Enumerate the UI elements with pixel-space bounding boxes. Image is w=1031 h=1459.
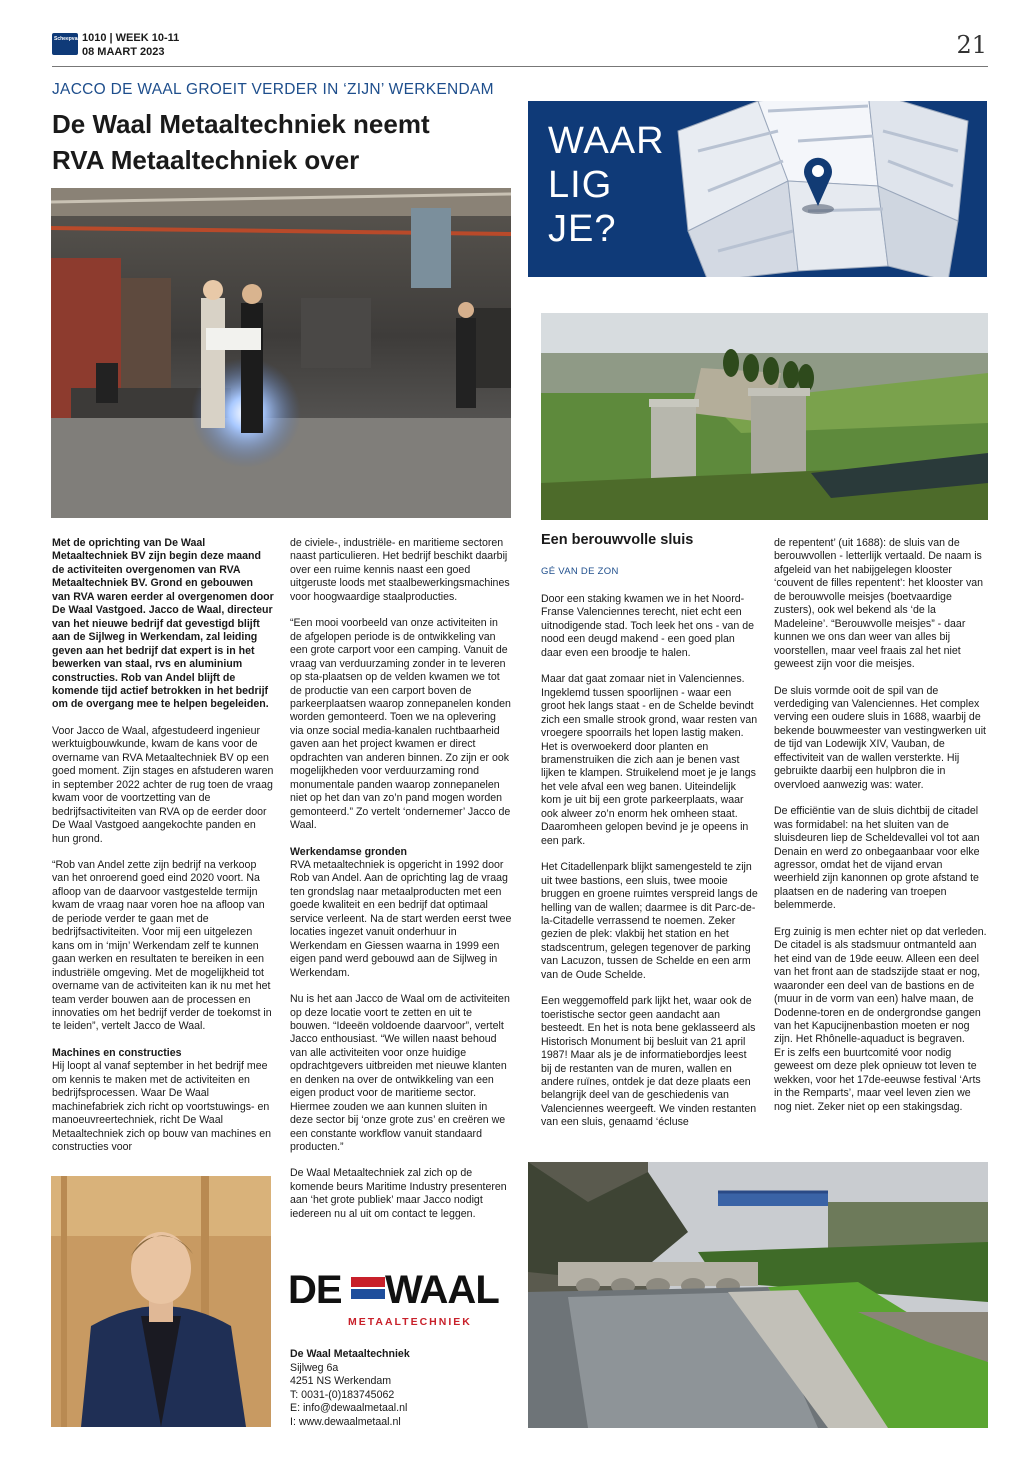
rubric-banner [528,101,987,277]
paragraph: Maar dat gaat zomaar niet in Valenciennes. Ingeklemd tussen spoorlijnen - waar een groot hek langs staat - en de Schelde bevindt zich een smalle strook grond, waar resten van vroegere spoorrails het lopen lastig maken. Het is overwoekerd door planten en bramenstruiken die zich aan je benen vast lijken te klampen. Struikelend moet je je langs het vele afval een weg banen. Uiteindelijk kom je uit bij een grote parkeerplaats, waar ook alweer zo’n enorm hek omheen staat. Daaromheen gelopen bevind je je opeens in een park. [541,673,758,847]
paragraph: Het Citadellenpark blijkt samengesteld te zijn uit twee bastions, een sluis, twee mooie bruggen en groene ruimtes verspreid langs de helling van de wallen; daarmee is dit Parc-de-la-Citadelle verrassend te noemen. Zeker gezien de plek: vlakbij het station en het stadscentrum, gelegen tegenover de parking van Lacuzon, tussen de Schelde en een arm van de Oude Schelde. [541,861,758,981]
logo-subtitle: METAALTECHNIEK [348,1316,472,1328]
headline-line-1: De Waal Metaaltechniek neemt [52,109,430,139]
citadel-park-photo [541,313,988,520]
logo-de: DE [288,1268,342,1312]
paragraph: Nu is het aan Jacco de Waal om de activiteiten op deze locatie voort te zetten en uit te bouwen. “Ideeën voldoende daarvoor”, vertelt Jacco enthousiast. “We willen naast behoud van alle activiteiten voor onze huidige opdrachtgevers uitbreiden met nieuwe klanten en denken na over de ontwikkeling van een eigen product voor de maritieme sector. Hiermee zouden we aan kunnen sluiten in deze sector bij ‘onze grote zus’ en creëren we een constante workflow vanuit standaard producten.” [290,993,510,1154]
folded-map-icon [668,101,987,277]
logo-waal: WAAL [385,1268,499,1312]
company-phone: T: 0031-(0)183745062 [290,1388,395,1401]
lead-paragraph: Met de oprichting van De Waal Metaaltechniek BV zijn begin deze maand de activiteiten overgenomen van RVA Metaaltechniek BV. Grond en gebouwen van RVA waren eerder al overgenomen door De Waal Vastgoed. Jacco de Waal, directeur van het nieuwe bedrijf dat gevestigd blijft aan de Sijlweg in Werkendam, zal leiding geven aan het bedrijf dat expert is in het bewerken van staal, rvs en aluminium constructies. Rob van Andel blijft de komende tijd actief betrokken in het bedrijf om de overgang mee te helpen begeleiden. [52,537,274,711]
company-email: E: info@dewaalmetaal.nl [290,1402,408,1414]
article-headline [52,106,512,178]
subheading: Werkendamse gronden [290,845,407,858]
right-article-title: Een berouwvolle sluis [541,532,694,548]
subheading: Machines en constructies [52,1046,182,1059]
paragraph: “Een mooi voorbeeld van onze activiteiten in de afgelopen periode is de ontwikkeling van een grote carport voor een camping. Vanuit de vraag van verduurzaming zonder in te leveren op sta-plaatsen op de velden kwamen we tot de productie van een carport boven de parkeerplaatsen waarop zonnepanelen konden worden gemonteerd. Toen we na oplevering via onze social media-kanalen ruchtbaarheid gaven aan het project kwamen er direct opdrachten van anderen binnen. Zo zijn er ook mogelijkheden voor verduurzaming rond monumentale panden waarop zonnepanelen niet op het dan van zo’n pand mogen worden gemonteerd.” Zo vertelt ‘ondernemer’ Jacco de Waal. [290,617,511,832]
left-article-col-2 [290,537,512,1234]
paragraph: Hij loopt al vanaf september in het bedrijf mee om kennis te maken met de activiteiten en bedrijfsprocessen. Waar De Waal machinefabriek zich richt op voortstuwings- en manoeuvreertechniek, richt De Waal Metaaltechniek zich op bouw van machines en constructies voor [52,1060,272,1154]
paragraph: De Waal Metaaltechniek zal zich op de komende beurs Maritime Industry presenteren aan ‘het grote publiek’ maar Jacco nodigt iedereen nu al uit om contact te leggen. [290,1167,507,1220]
company-city: 4251 NS Werkendam [290,1375,392,1387]
issue-info [82,31,179,59]
left-article-col-1 [52,537,274,1167]
banner-title [548,119,688,251]
banner-line-2: LIG [548,164,613,206]
company-logo [288,1268,503,1332]
paragraph: De efficiëntie van de sluis dichtbij de citadel was formidabel: na het sluiten van de sluisdeuren liep de Scheldevallei vol tot aan Denain en werd zo onbegaanbaar voor elke agressor, omdat het de vijand ervan weerhield zijn kanonnen op grote afstand te plaatsen en de nadering van troepen belemmerde. [774,805,980,912]
issue-line: 1010 | WEEK 10-11 [82,32,180,44]
portrait-photo [51,1176,271,1427]
article-kicker: JACCO DE WAAL GROEIT VERDER IN ‘ZIJN’ WERKENDAM [52,81,494,98]
paragraph: Voor Jacco de Waal, afgestudeerd ingenieur werktuigbouwkunde, kwam de kans voor de overname van RVA Metaaltechniek BV op een goed moment. Zijn stages en afstuderen waren in september 2022 achter de rug toen de vraag kwam voor de voortzetting van de bedrijfsactiviteiten van RVA op de eerder door De Waal Vastgoed aangekochte panden en hun grond. [52,724,274,845]
logo-text: Scheepvaart [54,36,84,42]
paragraph: RVA metaaltechniek is opgericht in 1992 door Rob van Andel. Aan de oprichting lag de vraag ten grondslag naar metaalproducten met een goede kwaliteit en een bedrijf dat optimaal service verleent. Na de start werden eerst twee locaties ingezet vanuit onderhuur in Werkendam en Giessen waarna in 1999 een eigen pand werd gebouwd aan de Sijlweg in Werkendam. [290,858,512,979]
newspaper-logo [52,33,84,55]
author-byline: GÉ VAN DE ZON [541,566,619,577]
issue-date: 08 MAART 2023 [82,46,165,58]
company-name: De Waal Metaaltechniek [290,1348,410,1360]
logo-blue-bar [351,1289,385,1299]
paragraph: Erg zuinig is men echter niet op dat verleden. De citadel is als stadsmuur ontmanteld aan het eind van de 19de eeuw. Alleen een deel van het front aan de stadszijde staat er nog, waaronder een deel van de bastions en de (muur in de vorm van een) halve maan, de Dodenne-toren en de ondergrondse gangen van het Kapucijnenbastion moeten er nog zijn. Het Rhônelle-aquaduct is begraven. [774,925,987,1046]
paragraph: “Rob van Andel zette zijn bedrijf na verkoop van het onroerend goed eind 2020 voort. Na afloop van de daarvoor vastgestelde termijn kwam de vraag naar voren hoe na afloop van de periode verder te gaan met de bedrijfsactiviteiten. Voor mij een uitgelezen kans om in ‘mijn’ Werkendam zelf te kunnen gaan werken en resultaten te bereiken in een industriële omgeving. Met de mogelijkheid tot overname van de activiteiten kan ik nu met het team verder bouwen aan de processen en innovaties om het bedrijf verder de toekomst in te leiden”, vertelt Jacco de Waal. [52,858,272,1033]
header-divider [52,66,988,67]
paragraph: De sluis vormde ooit de spil van de verdediging van Valenciennes. Het complex verving een oudere sluis in 1688, waarbij de bekende bouwmeester van vestingwerken uit de tijd van Lodewijk XIV, Vauban, de effectiviteit van de wallen versterkte. Hij gebruikte daarbij een hulpbron die in overvloed aanwezig was: water. [774,684,986,791]
company-contact [290,1348,512,1429]
paragraph: de civiele-, industriële- en maritieme sectoren naast particulieren. Het bedrijf beschikt daarbij over een ruime kennis naast een goed uitgeruste loods met staalbewerkingsmachines voor hoogwaardige staalproducties. [290,537,510,603]
workshop-photo [51,188,511,518]
headline-line-2: RVA Metaaltechniek over [52,145,360,175]
company-street: Sijlweg 6a [290,1361,339,1374]
company-website: I: www.dewaalmetaal.nl [290,1415,401,1428]
right-article-col-1 [541,593,758,1143]
page-number: 21 [956,31,987,59]
paragraph: Door een staking kwamen we in het Noord-Franse Valenciennes terecht, niet echt een uitnodigende stad. Toch leek het ons - van de nood een deugd makend - een goed plan daar even een broodje te halen. [541,593,755,659]
banner-line-1: WAAR [548,120,665,162]
paragraph: de repentent’ (uit 1688): de sluis van de berouwvollen - letterlijk vertaald. De naam is afgeleid van het nabijgelegen klooster ‘couvent de filles repentent’: het klooster van de berouwvolle meisjes (boetvaardige zusters), ook wel bekend als ‘de la Madeleine’. “Berouwvolle meisjes” - daar kunnen we ons dan weer van alles bij voorstellen, maar veel fraais zal het niet geweest zijn voor die meisjes. [774,537,984,671]
paragraph: Er is zelfs een buurtcomité voor nodig geweest om deze plek opnieuw tot leven te wekken, voor het 17de-eeuwse festival ‘Arts in the Remparts’, maar veel leven zien we nog niet. Zeker niet op een stakingsdag. [774,1046,981,1113]
canal-bridge-photo [528,1162,988,1428]
right-article-col-2 [774,537,988,1127]
logo-red-bar [351,1277,385,1287]
banner-line-3: JE? [548,208,617,250]
paragraph: Een weggemoffeld park lijkt het, waar ook de toeristische sector geen aandacht aan besteedt. En het is nota bene geklasseerd als Historisch Monument bij besluit van 21 april 1987! Maar als je de informatiebordjes leest bij de restanten van de muren, wallen en andere ruïnes, ontdek je dat deze plaats een belangrijk deel van de geschiedenis van Valenciennes weergeeft. We vinden restanten van een sluis, genaamd ‘écluse [541,995,757,1129]
